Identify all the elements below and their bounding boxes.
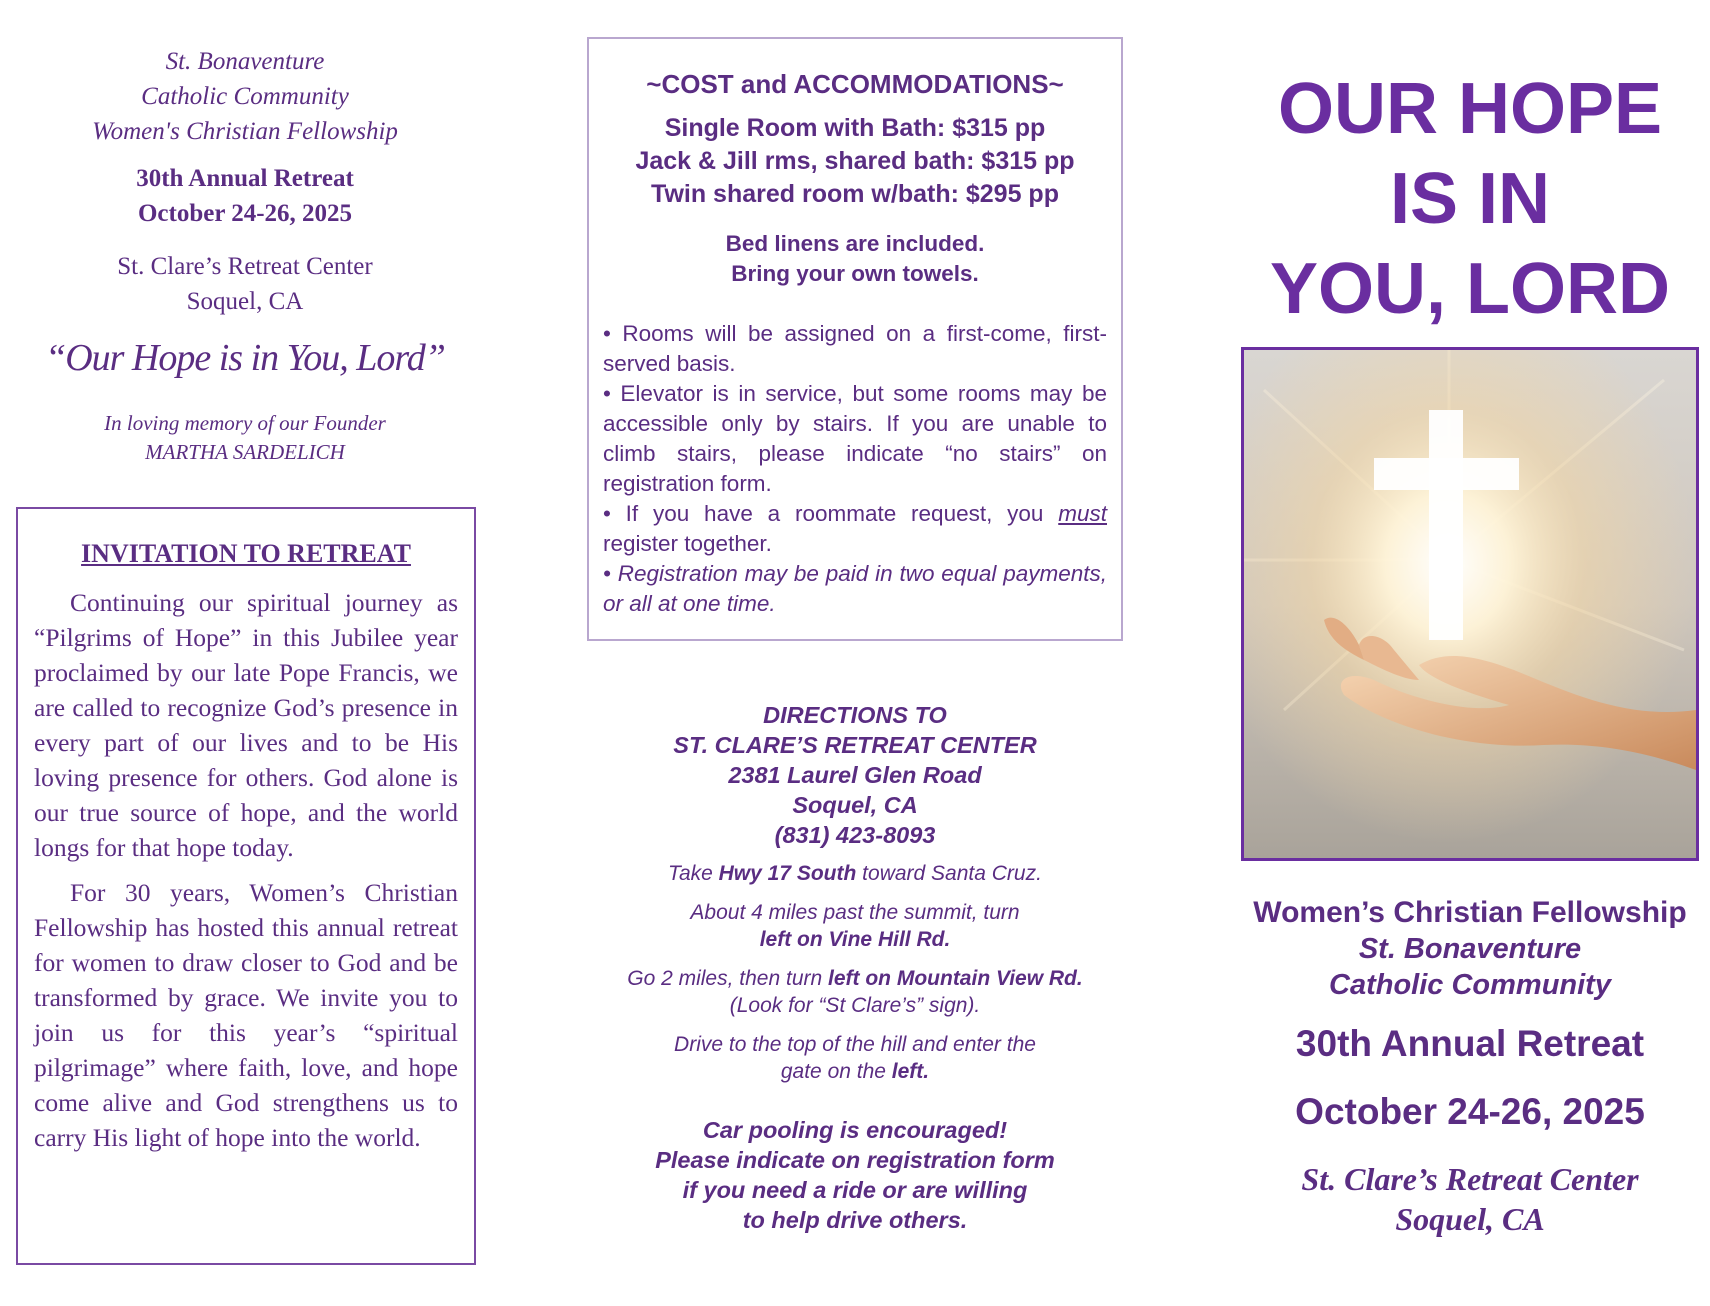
directions-heading-1: DIRECTIONS TO [763,702,947,728]
cover-title [1220,64,1710,334]
cover-sub-2: Catholic Community [1329,969,1611,1001]
directions-heading-2: ST. CLARE’S RETREAT CENTER [673,732,1037,758]
carpool-line-4: to help drive others. [742,1207,968,1233]
price-jack-jill: Jack & Jill rms, shared bath: $315 pp [635,147,1075,175]
price-twin: Twin shared room w/bath: $295 pp [651,180,1059,208]
cover-title-line-2: IS IN [1389,159,1551,239]
directions [587,700,1123,1235]
carpool-line-1: Car pooling is encouraged! [702,1117,1008,1143]
direction-step-2b [587,926,1123,953]
retreat-title: 30th Annual Retreat [136,165,354,192]
theme-title: “Our Hope is in You, Lord” [45,337,445,379]
direction-step-4a: Drive to the top of the hill and enter the [674,1033,1036,1056]
cover-venue: St. Clare’s Retreat Center [1301,1161,1639,1197]
left-header [30,44,460,467]
price-single: Single Room with Bath: $315 pp [664,114,1046,142]
direction-step-2a: About 4 miles past the summit, turn [690,901,1020,924]
bullet-payment: • Registration may be paid in two equal payments, or all at one time. [603,561,1107,616]
memory-name: MARTHA SARDELICH [145,440,345,464]
bullet-roommate-post: register together. [603,531,772,556]
retreat-dates: October 24-26, 2025 [137,200,353,227]
cover-city: Soquel, CA [1395,1201,1545,1237]
step-2-bold: left on Vine Hill Rd. [759,928,951,951]
cover-org: Women’s Christian Fellowship [1253,896,1687,929]
towels-note: Bring your own towels. [731,261,979,286]
step-4-bold: left. [891,1060,930,1083]
cover-title-line-1: OUR HOPE [1277,69,1663,149]
step-1-post: toward Santa Cruz. [856,862,1042,885]
org-line-3: Women's Christian Fellowship [92,118,398,145]
invitation-paragraph: For 30 years, Women’s Christian Fellowship has hosted this annual retreat for women to draw closer to God and be transformed by grace. We invite you to join us for this year’s “spiritual pilgrimage” where faith, love, and hope come alive and God strengthens us to carry His light of hope into the world. [34,878,458,1152]
bullet-roommate-emphasis: must [1058,501,1107,526]
directions-address: 2381 Laurel Glen Road [728,762,982,788]
carpool-line-3: if you need a ride or are willing [682,1177,1028,1203]
direction-step-3 [587,965,1123,992]
direction-step-4b [587,1058,1123,1085]
cost-box [587,37,1123,641]
cover-retreat: 30th Annual Retreat [1295,1023,1645,1064]
linens-note: Bed linens are included. [725,231,985,256]
invitation-paragraph: Continuing our spiritual journey as “Pilgrims of Hope” in this Jubilee year proclaimed by our late Pope Francis, we are called to recognize God’s presence in every part of our lives and to be His loving presence for others. God alone is our true source of hope, and the world longs for that hope today. [34,588,458,862]
cover-image-hands-cross [1241,347,1699,861]
cover-info [1220,895,1710,1239]
venue-name: St. Clare’s Retreat Center [117,253,373,280]
bullet-roommate [603,499,1107,559]
directions-city: Soquel, CA [792,792,918,818]
org-line-1: St. Bonaventure [165,48,325,75]
direction-step-1 [587,860,1123,887]
carpool-line-2: Please indicate on registration form [655,1147,1055,1173]
org-line-2: Catholic Community [141,83,349,110]
bullet-rooms: • Rooms will be assigned on a first-come, first-served basis. [603,321,1107,376]
cover-sub-1: St. Bonaventure [1358,933,1582,965]
step-1-bold: Hwy 17 South [718,862,857,885]
directions-phone: (831) 423-8093 [774,822,936,848]
bullet-elevator: • Elevator is in service, but some rooms may be accessible only by stairs. If you are unable to climb stairs, please indicate “no stairs” on registration form. [603,381,1107,496]
hands-cross-illustration [1244,350,1696,858]
cover-dates: October 24-26, 2025 [1295,1091,1645,1132]
step-3-pre: Go 2 miles, then turn [627,967,829,990]
invitation-box [16,507,476,1265]
venue-city: Soquel, CA [186,288,304,315]
step-4-pre: gate on the [780,1060,892,1083]
step-3-bold: left on Mountain View Rd. [828,967,1083,990]
direction-step-3b: (Look for “St Clare’s” sign). [729,994,981,1017]
cost-title: ~COST and ACCOMMODATIONS~ [646,69,1064,99]
invitation-title: INVITATION TO RETREAT [81,539,411,568]
step-1-pre: Take [668,862,719,885]
memory-line: In loving memory of our Founder [104,411,386,435]
cover-title-line-3: YOU, LORD [1269,249,1670,329]
bullet-roommate-pre: • If you have a roommate request, you [603,501,1059,526]
